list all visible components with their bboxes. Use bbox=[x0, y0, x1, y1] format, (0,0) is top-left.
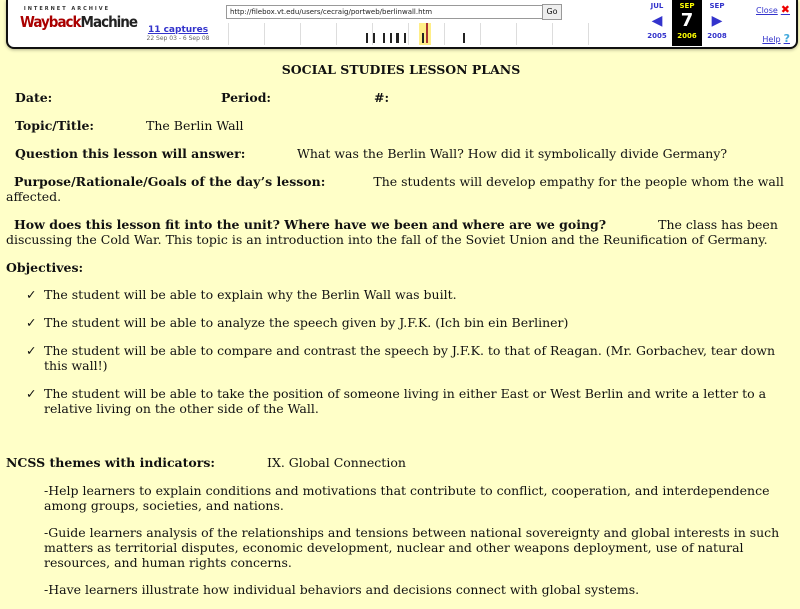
objective-item bbox=[6, 386, 796, 416]
logo-wayback-machine bbox=[20, 13, 138, 31]
url-input[interactable]: http://filebox.vt.edu/users/cecraig/portweb/berlinwall.htm bbox=[226, 5, 544, 19]
objective-text: The student will be able to explain why the Berlin Wall was built. bbox=[44, 287, 457, 302]
timeline-tick bbox=[552, 23, 553, 45]
timeline-tick bbox=[264, 23, 265, 45]
timeline-tick bbox=[300, 23, 301, 45]
objectives-list bbox=[6, 287, 796, 416]
objective-text: The student will be able to compare and contrast the speech by J.F.K. to that of Reagan. (Mr. Gorbachev, tear down this wall!) bbox=[44, 343, 776, 373]
close-label[interactable]: Close bbox=[755, 6, 778, 15]
capture-bar[interactable] bbox=[366, 33, 368, 43]
objective-item bbox=[6, 343, 796, 373]
capture-timeline[interactable] bbox=[222, 23, 618, 45]
period-label: Period: bbox=[221, 90, 272, 105]
current-day: 7 bbox=[680, 10, 694, 31]
purpose-label: Purpose/Rationale/Goals of the day’s lesson: bbox=[13, 174, 326, 189]
calendar-current bbox=[672, 0, 702, 46]
wayback-toolbar bbox=[6, 0, 798, 49]
date-label: Date: bbox=[15, 90, 53, 105]
prev-month: JUL bbox=[650, 2, 664, 10]
timeline-tick bbox=[444, 23, 445, 45]
purpose-value: The students will develop empathy for the people whom the wall affected. bbox=[6, 174, 784, 204]
ncss-indicator: -Have learners illustrate how individual behaviors and decisions connect with global systems. bbox=[44, 582, 640, 597]
ncss-value: IX. Global Connection bbox=[267, 455, 406, 470]
wayback-logo[interactable] bbox=[20, 6, 138, 40]
unit-fit-value: The class has been discussing the Cold War. This topic is an introduction into the fall of the Soviet Union and the Reunification of Germany. bbox=[6, 217, 778, 247]
capture-bar[interactable] bbox=[404, 33, 406, 43]
capture-bar[interactable] bbox=[383, 33, 385, 43]
capture-bar[interactable] bbox=[463, 33, 465, 43]
calendar-prev[interactable] bbox=[642, 0, 672, 40]
purpose-section bbox=[6, 174, 796, 204]
checkmark-icon: ✓ bbox=[26, 315, 37, 330]
checkmark-icon: ✓ bbox=[26, 386, 37, 401]
ncss-row bbox=[6, 455, 796, 470]
date-period-row bbox=[6, 90, 796, 105]
topic-label: Topic/Title: bbox=[15, 118, 95, 133]
objective-item bbox=[6, 287, 796, 302]
logo-internet-archive: INTERNET ARCHIVE bbox=[23, 6, 111, 12]
timeline-tick bbox=[228, 23, 229, 45]
help-button[interactable] bbox=[762, 32, 790, 45]
prev-arrow-icon[interactable]: ◀ bbox=[651, 13, 663, 29]
topic-row bbox=[6, 118, 796, 133]
calendar-next[interactable] bbox=[702, 0, 732, 40]
next-year: 2008 bbox=[707, 32, 727, 40]
close-icon[interactable]: ✖ bbox=[780, 3, 790, 16]
question-row bbox=[6, 146, 796, 161]
topic-value: The Berlin Wall bbox=[146, 118, 244, 133]
timeline-current-year-highlight bbox=[419, 23, 431, 45]
objective-text: The student will be able to analyze the speech given by J.F.K. (Ich bin ein Berliner) bbox=[44, 315, 569, 330]
next-month: SEP bbox=[709, 2, 725, 10]
lesson-plan-document bbox=[6, 62, 796, 609]
help-icon[interactable]: ? bbox=[783, 32, 790, 45]
go-button[interactable]: Go bbox=[542, 4, 562, 20]
prev-year: 2005 bbox=[647, 32, 667, 40]
logo-wayback-text: Wayback bbox=[20, 13, 81, 31]
current-year: 2006 bbox=[677, 32, 697, 40]
question-value: What was the Berlin Wall? How did it symbolically divide Germany? bbox=[297, 146, 728, 161]
unit-fit-section bbox=[6, 217, 796, 247]
question-label: Question this lesson will answer: bbox=[15, 146, 246, 161]
timeline-tick bbox=[480, 23, 481, 45]
ncss-indicator: -Guide learners analysis of the relationships and tensions between national sovereignty and global interests in such matters as territorial disputes, economic development, nuclear and other weapons deployment, use of natural resources, and human rights concerns. bbox=[44, 525, 780, 570]
timeline-tick bbox=[588, 23, 589, 45]
capture-bar[interactable] bbox=[373, 33, 375, 43]
captures-link[interactable]: 11 captures bbox=[147, 25, 209, 35]
unit-fit-label: How does this lesson fit into the unit? Where have we been and where are we going? bbox=[13, 217, 607, 232]
capture-bar[interactable] bbox=[390, 33, 392, 43]
capture-bar-current[interactable] bbox=[426, 23, 428, 43]
checkmark-icon: ✓ bbox=[26, 343, 37, 358]
ncss-indicators bbox=[6, 483, 796, 597]
timeline-tick bbox=[516, 23, 517, 45]
captures-info bbox=[138, 25, 218, 42]
ncss-indicator: -Help learners to explain conditions and motivations that contribute to conflict, cooperation, and interdependence among groups, societies, and nations. bbox=[44, 483, 770, 513]
number-label: #: bbox=[374, 90, 390, 105]
capture-bar[interactable] bbox=[396, 33, 399, 43]
close-button[interactable] bbox=[756, 3, 790, 16]
objectives-label: Objectives: bbox=[6, 260, 84, 275]
logo-machine-text: Machine bbox=[80, 13, 138, 31]
current-month: SEP bbox=[679, 2, 695, 10]
timeline-tick bbox=[408, 23, 409, 45]
next-arrow-icon[interactable]: ▶ bbox=[711, 13, 723, 29]
ncss-label: NCSS themes with indicators: bbox=[6, 455, 215, 470]
captures-range: 22 Sep 03 - 6 Sep 08 bbox=[146, 35, 210, 42]
calendar-nav bbox=[636, 0, 736, 46]
objective-text: The student will be able to take the position of someone living in either East or West Berlin and write a letter to a relative living on the other side of the Wall. bbox=[44, 386, 767, 416]
timeline-tick bbox=[336, 23, 337, 45]
page-title: SOCIAL STUDIES LESSON PLANS bbox=[281, 62, 521, 77]
checkmark-icon: ✓ bbox=[26, 287, 37, 302]
help-label[interactable]: Help bbox=[762, 35, 781, 44]
objective-item bbox=[6, 315, 796, 330]
capture-bar[interactable] bbox=[422, 33, 424, 43]
